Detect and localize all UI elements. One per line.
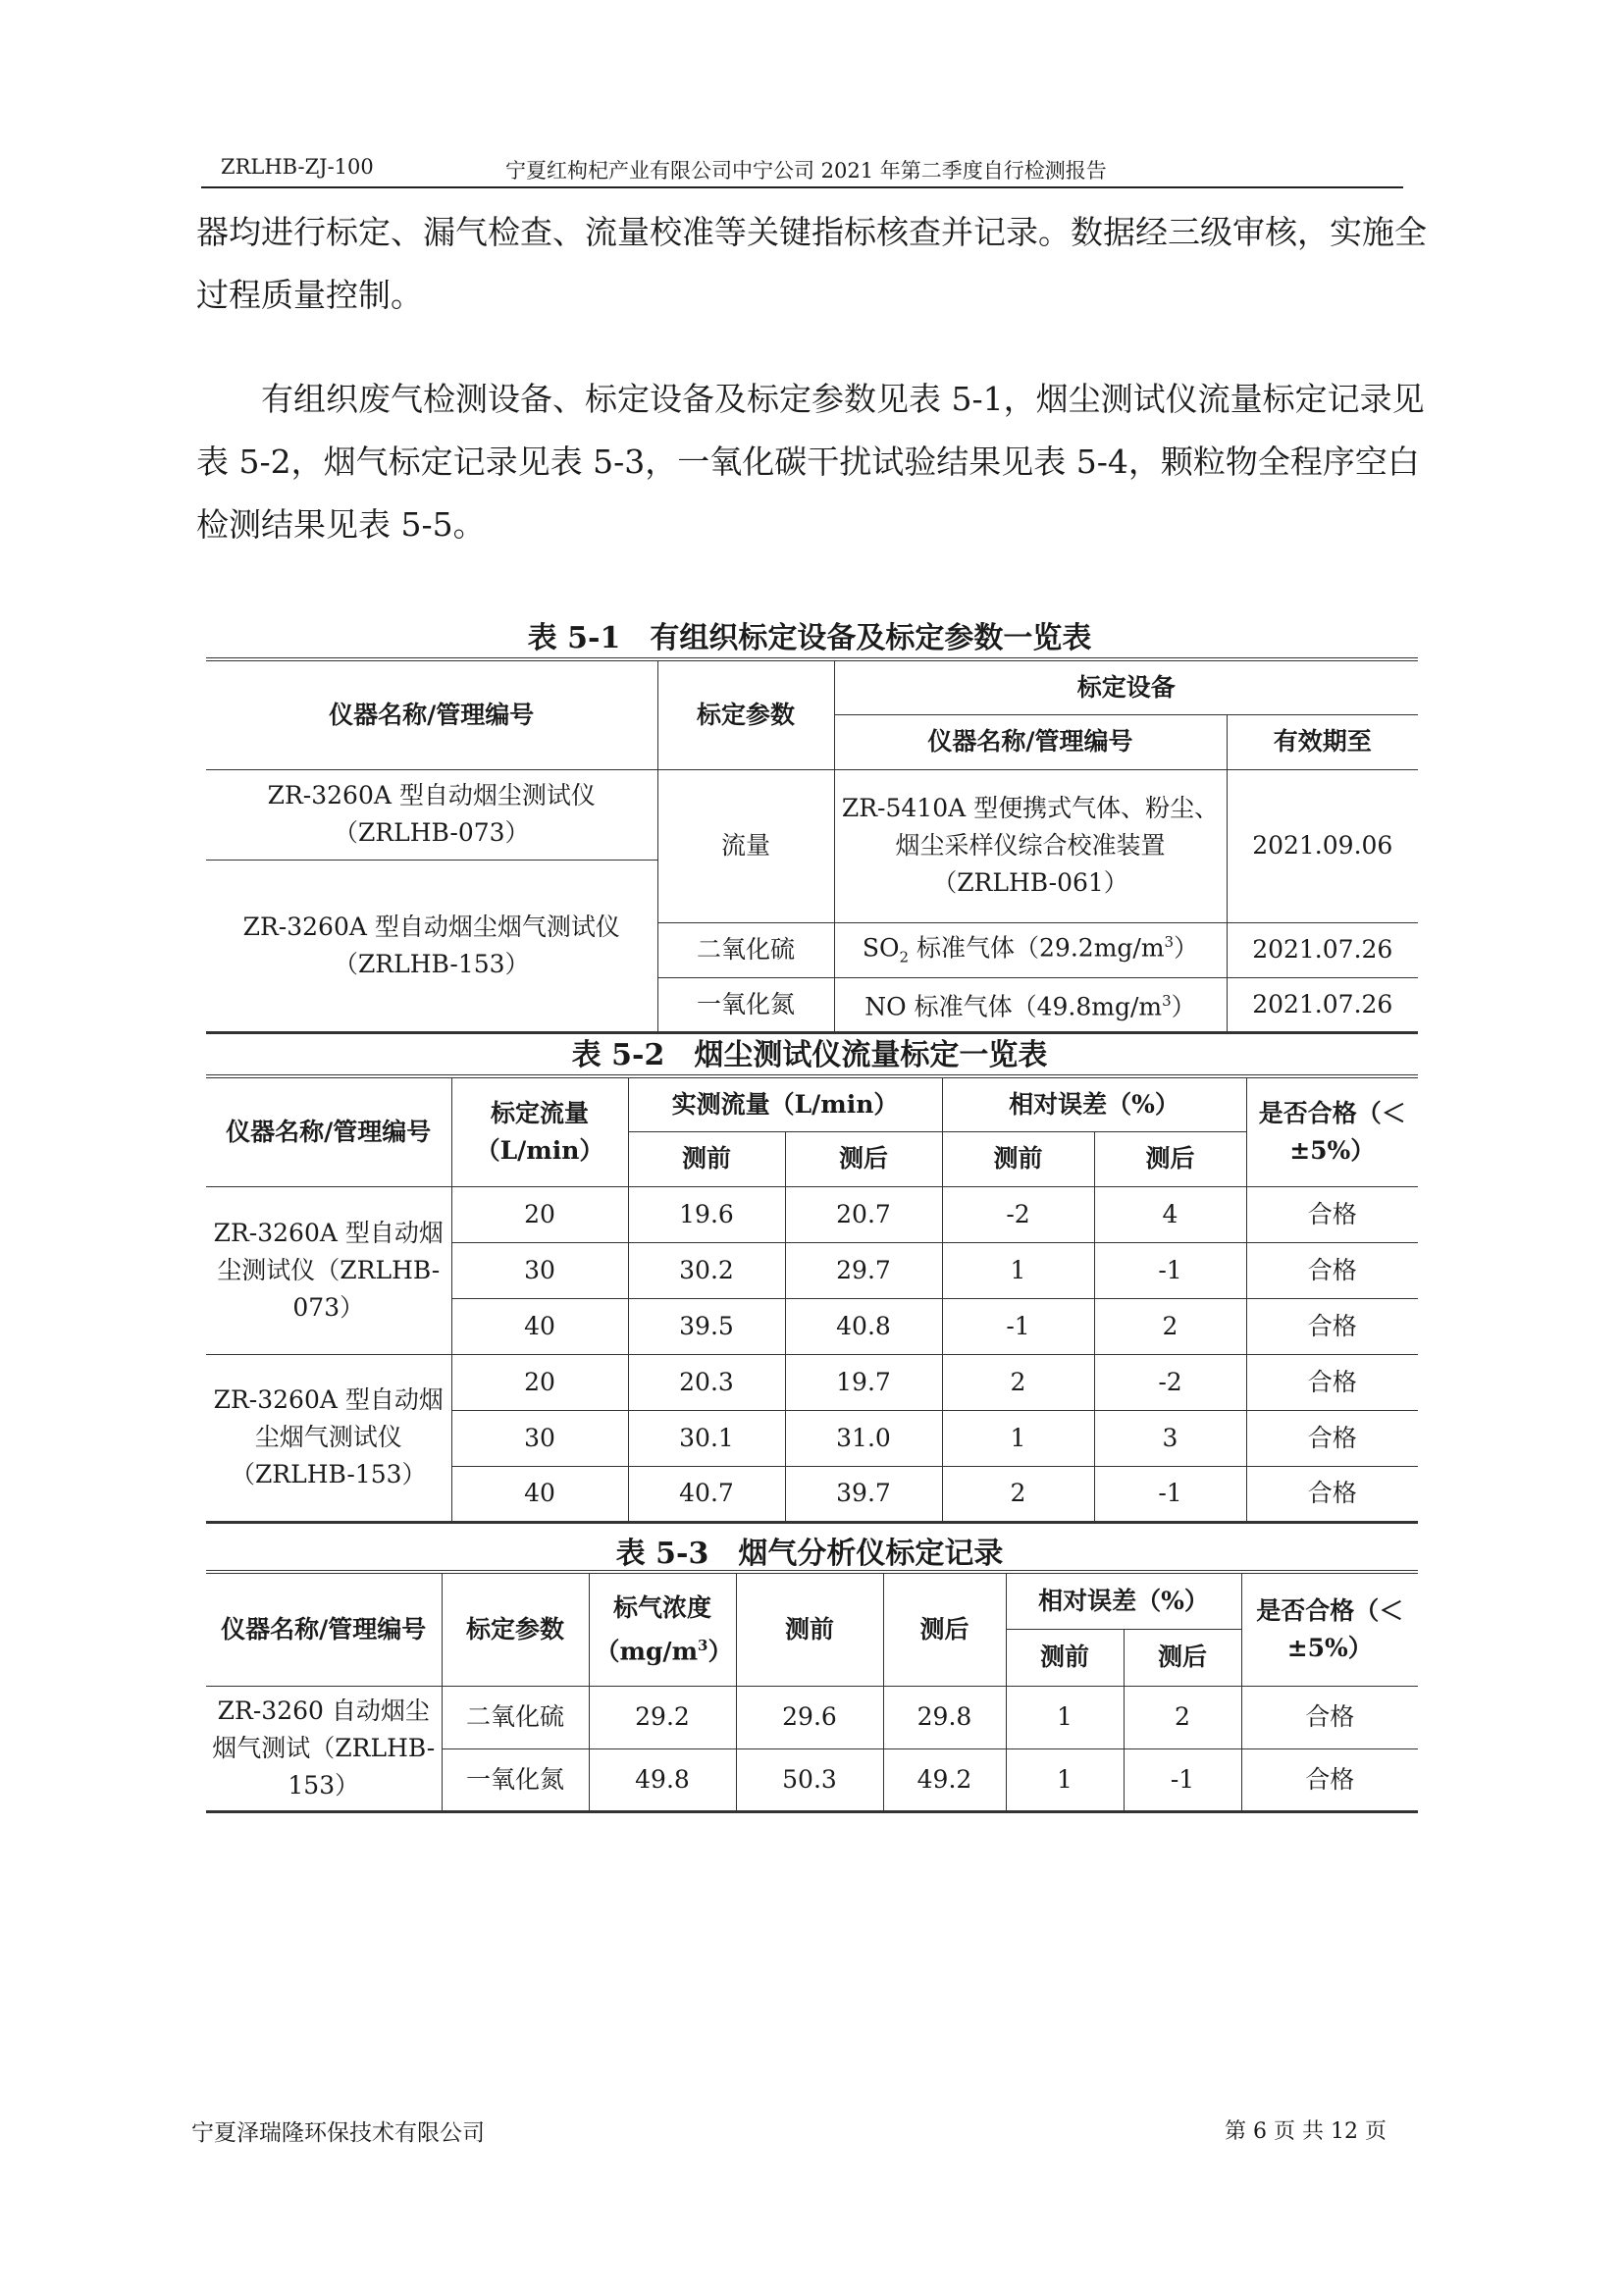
after-cell: 31.0 — [785, 1410, 942, 1466]
flow-cell: 40 — [451, 1298, 628, 1354]
table-5-3 — [206, 1570, 1418, 1813]
pass-cell: 合格 — [1246, 1298, 1418, 1354]
err-after-cell: -1 — [1094, 1466, 1246, 1522]
err-before-cell: 1 — [1006, 1686, 1124, 1748]
err-before-cell: 2 — [942, 1354, 1094, 1410]
after-cell: 29.8 — [883, 1686, 1006, 1748]
page-header — [201, 149, 1403, 188]
before-cell: 30.2 — [628, 1242, 785, 1298]
err-before-cell: 2 — [942, 1466, 1094, 1522]
pass-cell: 合格 — [1246, 1466, 1418, 1522]
table-5-1-caption: 表 5-1 有组织标定设备及标定参数一览表 — [527, 621, 1092, 655]
paragraph-table-references: 有组织废气检测设备、标定设备及标定参数见表 5-1，烟尘测试仪流量标定记录见表 5-2，烟气标定记录见表 5-3，一氧化碳干扰试验结果见表 5-4，颗粒物全程序空白检测结果见表 5-5。 — [196, 380, 1425, 544]
after-cell: 39.7 — [785, 1466, 942, 1522]
header-err-after: 测后 — [1124, 1629, 1241, 1686]
document-code: ZRLHB-ZJ-100 — [221, 155, 374, 179]
before-cell: 20.3 — [628, 1354, 785, 1410]
before-cell: 40.7 — [628, 1466, 785, 1522]
flow-cell: 40 — [451, 1466, 628, 1522]
err-after-cell: 2 — [1094, 1298, 1246, 1354]
pass-cell: 合格 — [1246, 1354, 1418, 1410]
header-conc: 标气浓度$(mg/m^3)$ — [589, 1572, 736, 1686]
header-valid: 有效期至 — [1227, 714, 1418, 769]
header-after: 测后 — [883, 1572, 1006, 1686]
after-cell: 29.7 — [785, 1242, 942, 1298]
instrument-cell: ZR-3260A 型自动烟尘测试仪（ZRLHB-073） — [206, 769, 657, 860]
param-cell: 二氧化硫 — [442, 1686, 589, 1748]
table-row — [206, 1186, 1418, 1242]
after-cell: 49.2 — [883, 1748, 1006, 1811]
header-err-before: 测前 — [942, 1131, 1094, 1186]
before-cell: 29.6 — [736, 1686, 883, 1748]
err-after-cell: 4 — [1094, 1186, 1246, 1242]
param-cell: 流量 — [657, 769, 834, 922]
pass-cell: 合格 — [1241, 1748, 1418, 1811]
table-5-1 — [206, 657, 1418, 1034]
err-after-cell: 2 — [1124, 1686, 1241, 1748]
paragraph-quality-control: 器均进行标定、漏气检查、流量校准等关键指标核查并记录。数据经三级审核，实施全过程质量控制。 — [196, 213, 1427, 314]
flow-cell: 20 — [451, 1186, 628, 1242]
flow-cell: 30 — [451, 1410, 628, 1466]
after-cell: 40.8 — [785, 1298, 942, 1354]
table-5-2-caption: 表 5-2 烟尘测试仪流量标定一览表 — [571, 1038, 1048, 1072]
err-after-cell: -1 — [1094, 1242, 1246, 1298]
conc-cell: 29.2 — [589, 1686, 736, 1748]
err-before-cell: 1 — [942, 1410, 1094, 1466]
header-pass: 是否合格（＜±5%） — [1246, 1076, 1418, 1186]
before-cell: 39.5 — [628, 1298, 785, 1354]
header-flow: 标定流量（L/min） — [451, 1076, 628, 1186]
header-error: 相对误差（%） — [942, 1076, 1246, 1131]
report-title: 宁夏红枸杞产业有限公司中宁公司 2021 年第二季度自行检测报告 — [505, 159, 1107, 183]
equipment-cell: ZR-5410A 型便携式气体、粉尘、烟尘采样仪综合校准装置（ZRLHB-061） — [834, 769, 1227, 922]
header-instrument: 仪器名称/管理编号 — [206, 659, 657, 769]
header-before: 测前 — [736, 1572, 883, 1686]
flow-cell: 20 — [451, 1354, 628, 1410]
flow-cell: 30 — [451, 1242, 628, 1298]
param-cell: 二氧化硫 — [657, 922, 834, 977]
param-cell: 一氧化氮 — [657, 977, 834, 1032]
after-cell: 19.7 — [785, 1354, 942, 1410]
header-equipment: 标定设备 — [834, 659, 1418, 714]
instrument-cell: ZR-3260 自动烟尘烟气测试（ZRLHB-153） — [206, 1686, 442, 1811]
before-cell: 19.6 — [628, 1186, 785, 1242]
err-before-cell: -2 — [942, 1186, 1094, 1242]
equipment-cell: $SO_2$ 标准气体$(29.2mg/m^3)$ — [834, 922, 1227, 977]
pass-cell: 合格 — [1246, 1242, 1418, 1298]
err-after-cell: 3 — [1094, 1410, 1246, 1466]
instrument-cell: ZR-3260A 型自动烟尘烟气测试仪（ZRLHB-153） — [206, 860, 657, 1032]
pass-cell: 合格 — [1246, 1186, 1418, 1242]
table-5-3-caption: 表 5-3 烟气分析仪标定记录 — [615, 1537, 1004, 1571]
equipment-cell: NO 标准气体$(49.8mg/m^3)$ — [834, 977, 1227, 1032]
after-cell: 20.7 — [785, 1186, 942, 1242]
err-before-cell: -1 — [942, 1298, 1094, 1354]
header-instrument: 仪器名称/管理编号 — [206, 1076, 451, 1186]
header-pass: 是否合格（＜±5%） — [1241, 1572, 1418, 1686]
err-after-cell: -1 — [1124, 1748, 1241, 1811]
page-number: 第 6 页 共 12 页 — [1225, 2119, 1387, 2144]
header-instrument: 仪器名称/管理编号 — [206, 1572, 442, 1686]
pass-cell: 合格 — [1241, 1686, 1418, 1748]
header-param: 标定参数 — [442, 1572, 589, 1686]
before-cell: 50.3 — [736, 1748, 883, 1811]
valid-cell: 2021.07.26 — [1227, 977, 1418, 1032]
table-row — [206, 1354, 1418, 1410]
header-measured: 实测流量（L/min） — [628, 1076, 942, 1131]
before-cell: 30.1 — [628, 1410, 785, 1466]
header-eq-name: 仪器名称/管理编号 — [834, 714, 1227, 769]
header-err-after: 测后 — [1094, 1131, 1246, 1186]
header-param: 标定参数 — [657, 659, 834, 769]
header-error: 相对误差（%） — [1006, 1572, 1241, 1629]
header-before: 测前 — [628, 1131, 785, 1186]
valid-cell: 2021.07.26 — [1227, 922, 1418, 977]
err-after-cell: -2 — [1094, 1354, 1246, 1410]
param-cell: 一氧化氮 — [442, 1748, 589, 1811]
table-row — [206, 1686, 1418, 1748]
conc-cell: 49.8 — [589, 1748, 736, 1811]
instrument-cell: ZR-3260A 型自动烟尘烟气测试仪（ZRLHB-153） — [206, 1354, 451, 1522]
pass-cell: 合格 — [1246, 1410, 1418, 1466]
err-before-cell: 1 — [942, 1242, 1094, 1298]
footer-company: 宁夏泽瑞隆环保技术有限公司 — [191, 2120, 485, 2146]
err-before-cell: 1 — [1006, 1748, 1124, 1811]
valid-cell: 2021.09.06 — [1227, 769, 1418, 922]
header-after: 测后 — [785, 1131, 942, 1186]
table-5-2 — [206, 1074, 1418, 1524]
instrument-cell: ZR-3260A 型自动烟尘测试仪（ZRLHB-073） — [206, 1186, 451, 1354]
header-err-before: 测前 — [1006, 1629, 1124, 1686]
